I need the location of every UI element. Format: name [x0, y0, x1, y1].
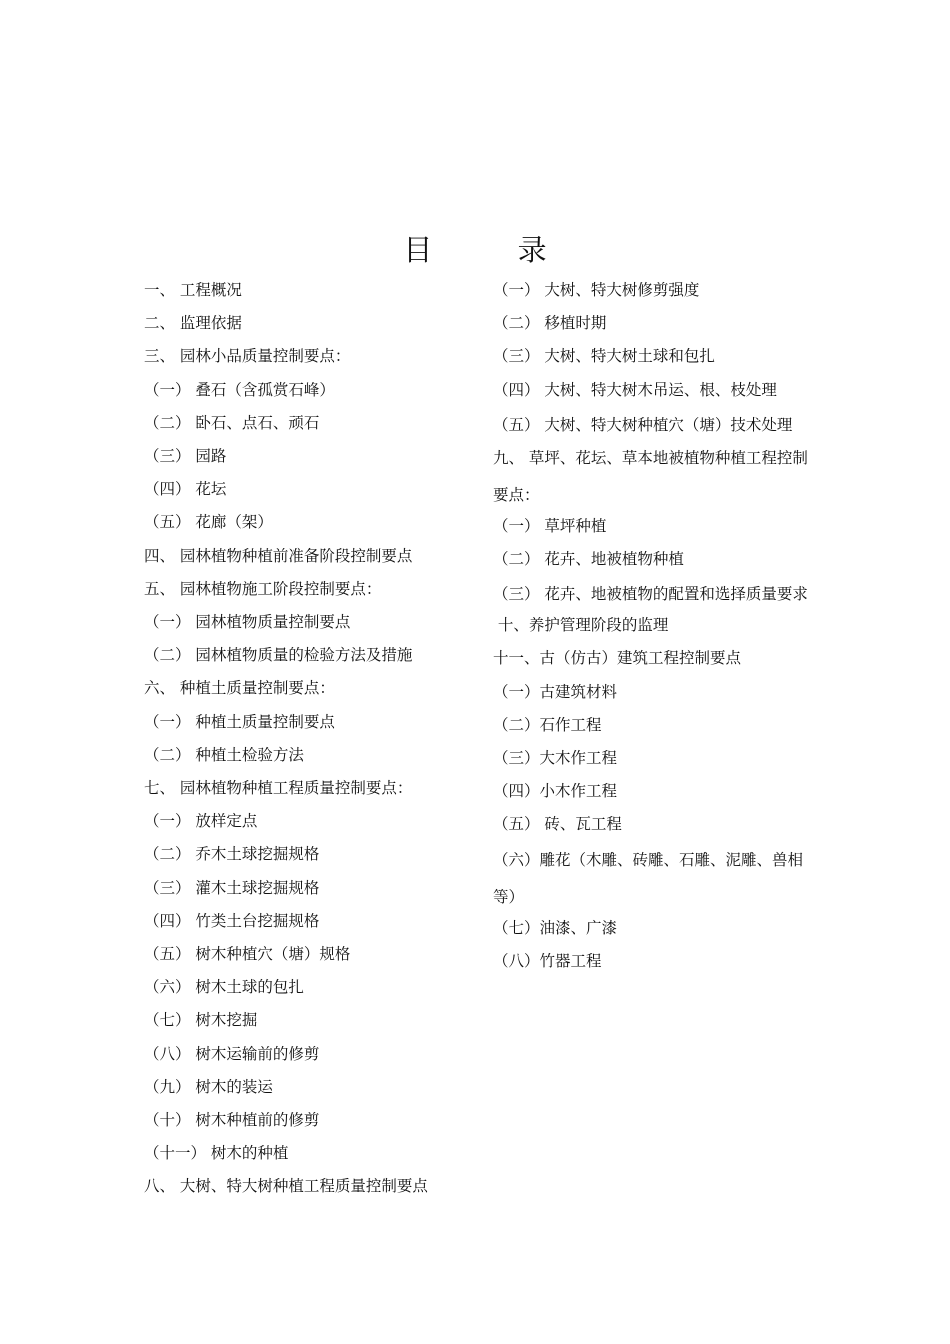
toc-entry[interactable]: （一） 种植土质量控制要点 [144, 712, 335, 731]
toc-entry[interactable]: （三） 花卉、地被植物的配置和选择质量要求 [493, 585, 808, 604]
toc-entry[interactable]: （二） 乔木土球挖掘规格 [144, 845, 320, 864]
toc-entry[interactable]: （一） 叠石（含孤赏石峰） [144, 380, 335, 399]
toc-entry[interactable]: （二） 花卉、地被植物种植 [493, 550, 684, 569]
toc-entry[interactable]: （一） 大树、特大树修剪强度 [493, 281, 700, 299]
toc-entry[interactable]: （一）古建筑材料 [493, 682, 618, 701]
toc-entry[interactable]: （四） 花坛 [144, 480, 227, 499]
toc-entry[interactable]: （二）石作工程 [493, 715, 602, 734]
toc-entry[interactable]: 四、 园林植物种植前准备阶段控制要点 [144, 546, 413, 565]
toc-entry[interactable]: 十一、古（仿古）建筑工程控制要点 [493, 649, 742, 668]
toc-title: 目 录 [403, 233, 585, 267]
toc-entry[interactable]: （五） 大树、特大树种植穴（塘）技术处理 [493, 415, 793, 434]
toc-entry[interactable]: （六）雕花（木雕、砖雕、石雕、泥雕、兽相等） [493, 850, 804, 906]
toc-entry[interactable]: 三、 园林小品质量控制要点： [144, 347, 351, 366]
toc-entry[interactable]: （四） 大树、特大树木吊运、根、枝处理 [493, 380, 777, 399]
toc-entry[interactable]: （五） 砖、瓦工程 [493, 815, 622, 834]
toc-entry[interactable]: 七、 园林植物种植工程质量控制要点： [144, 779, 413, 798]
toc-entry[interactable]: 一、 工程概况 [144, 281, 242, 299]
toc-entry[interactable]: （十一） 树木的种植 [144, 1144, 289, 1163]
toc-entry[interactable]: （二） 园林植物质量的检验方法及措施 [144, 646, 413, 665]
toc-entry[interactable]: （八） 树木运输前的修剪 [144, 1044, 320, 1063]
toc-entry[interactable]: （五） 树木种植穴（塘）规格 [144, 945, 351, 964]
toc-entry[interactable]: （七） 树木挖掘 [144, 1011, 258, 1030]
toc-entry[interactable]: 九、 草坪、花坛、草本地被植物种植工程控制要点： [493, 448, 808, 504]
toc-entry[interactable]: 五、 园林植物施工阶段控制要点： [144, 579, 382, 598]
toc-entry[interactable]: （七）油漆、广漆 [493, 918, 618, 937]
toc-entry[interactable]: （四） 竹类土台挖掘规格 [144, 911, 320, 930]
toc-entry[interactable]: 八、 大树、特大树种植工程质量控制要点 [144, 1177, 428, 1196]
toc-entry[interactable]: （一） 放样定点 [144, 812, 258, 831]
toc-entry[interactable]: 二、 监理依据 [144, 314, 242, 333]
toc-entry[interactable]: （二） 卧石、点石、顽石 [144, 413, 320, 432]
toc-entry[interactable]: 六、 种植土质量控制要点： [144, 679, 335, 698]
toc-entry[interactable]: （六） 树木土球的包扎 [144, 978, 304, 997]
toc-entry[interactable]: （四）小木作工程 [493, 782, 618, 801]
toc-entry[interactable]: （一） 园林植物质量控制要点 [144, 613, 351, 632]
toc-right-column [493, 274, 813, 978]
toc-entry[interactable]: （二） 移植时期 [493, 314, 607, 333]
toc-entry[interactable]: （三） 园路 [144, 447, 227, 466]
toc-entry[interactable]: （九） 树木的装运 [144, 1077, 273, 1096]
toc-entry[interactable]: （二） 种植土检验方法 [144, 745, 304, 764]
toc-entry[interactable]: （三）大木作工程 [493, 749, 618, 768]
toc-entry[interactable]: （八）竹器工程 [493, 951, 602, 970]
toc-entry[interactable]: （一） 草坪种植 [493, 516, 607, 535]
toc-entry[interactable]: 十、养护管理阶段的监理 [493, 616, 669, 635]
toc-entry[interactable]: （五） 花廊（架） [144, 513, 273, 532]
toc-entry[interactable]: （三） 灌木土球挖掘规格 [144, 878, 320, 897]
toc-entry[interactable]: （三） 大树、特大树土球和包扎 [493, 347, 715, 366]
toc-left-column [144, 274, 474, 1204]
toc-entry[interactable]: （十） 树木种植前的修剪 [144, 1111, 320, 1130]
